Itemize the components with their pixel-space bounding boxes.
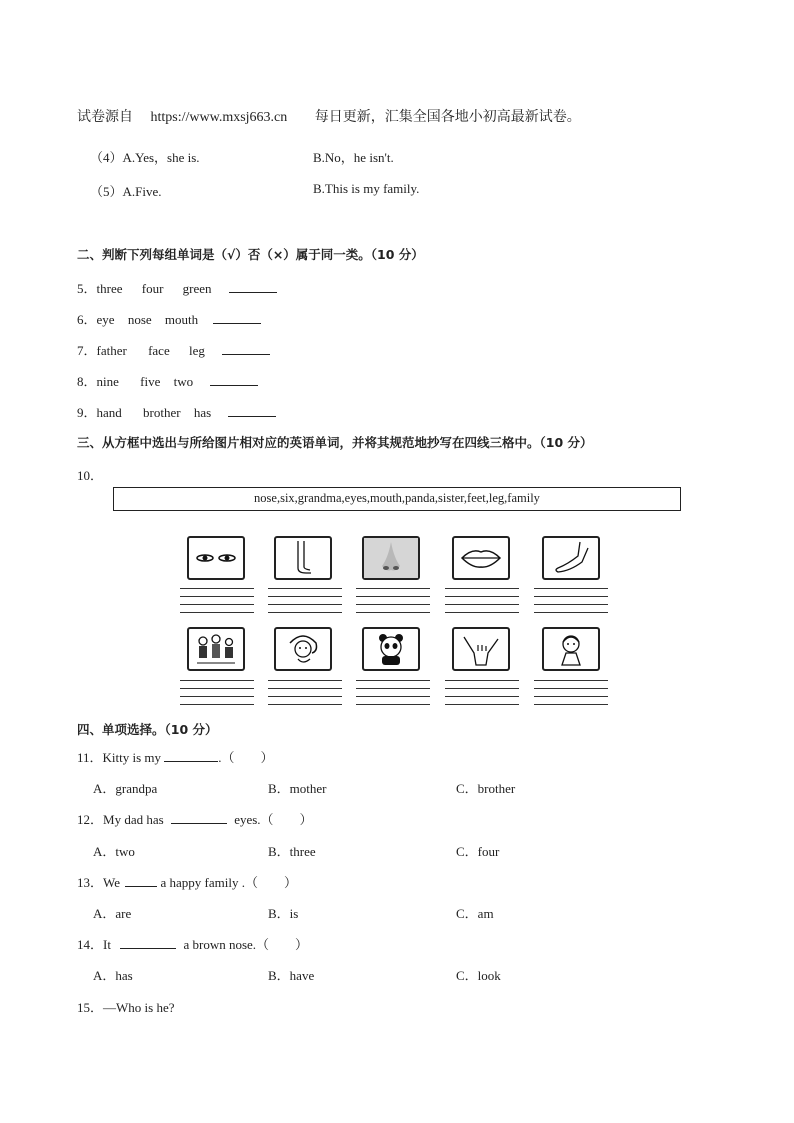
- q13-option-a[interactable]: A．are: [93, 906, 132, 921]
- option-5b: B.This is my family.: [313, 181, 420, 196]
- question-11: 11．Kitty is my .（ ）: [77, 750, 274, 765]
- question-12: 12．My dad has eyes.（ ）: [77, 812, 313, 827]
- q12-option-a[interactable]: A．two: [93, 844, 135, 859]
- mouth-picture: [452, 536, 510, 580]
- writing-lines[interactable]: [356, 680, 430, 706]
- sister-picture: [542, 627, 600, 671]
- item-6: 6．eye nose mouth: [77, 309, 261, 328]
- question-14: 14．It a brown nose.（ ）: [77, 937, 309, 952]
- answer-blank[interactable]: [120, 936, 176, 949]
- feet-picture: [542, 536, 600, 580]
- word-bank-box: nose,six,grandma,eyes,mouth,panda,sister,feet,leg,family: [113, 487, 681, 511]
- writing-lines[interactable]: [534, 680, 608, 706]
- question-15: 15．—Who is he?: [77, 1000, 175, 1015]
- panda-picture: [362, 627, 420, 671]
- option-5a: （5）A.Five.: [90, 184, 162, 199]
- option-4a: （4）A.Yes，she is.: [90, 150, 200, 165]
- answer-blank[interactable]: [125, 874, 157, 887]
- item-8: 8．nine five two: [77, 371, 258, 390]
- section4-title: 四、单项选择。（10 分）: [77, 722, 218, 737]
- writing-lines[interactable]: [268, 588, 342, 614]
- writing-lines[interactable]: [180, 588, 254, 614]
- q12-option-b[interactable]: B．three: [268, 844, 316, 859]
- item-5: 5．three four green: [77, 278, 277, 297]
- question-13: 13．We a happy family .（ ）: [77, 875, 297, 890]
- leg-picture: [274, 536, 332, 580]
- option-4b: B.No，he isn't.: [313, 150, 394, 165]
- q14-option-a[interactable]: A．has: [93, 968, 133, 983]
- section3-title: 三、从方框中选出与所给图片相对应的英语单词，并将其规范地抄写在四线三格中。（10 分）: [77, 435, 593, 450]
- q11-option-a[interactable]: A．grandpa: [93, 781, 158, 796]
- q14-option-c[interactable]: C．look: [456, 968, 501, 983]
- q11-option-b[interactable]: B．mother: [268, 781, 327, 796]
- grandma-picture: [274, 627, 332, 671]
- question-10-number: 10．: [77, 468, 104, 483]
- writing-lines[interactable]: [268, 680, 342, 706]
- q12-option-c[interactable]: C．four: [456, 844, 500, 859]
- answer-blank[interactable]: [229, 280, 277, 293]
- q13-option-c[interactable]: C．am: [456, 906, 494, 921]
- six-hand-picture: [452, 627, 510, 671]
- writing-lines[interactable]: [445, 680, 519, 706]
- writing-lines[interactable]: [534, 588, 608, 614]
- header-slogan: 每日更新，汇集全国各地小初高最新试卷。: [314, 110, 581, 125]
- item-9: 9．hand brother has: [77, 402, 276, 421]
- writing-lines[interactable]: [356, 588, 430, 614]
- item-7: 7．father face leg: [77, 340, 270, 359]
- answer-blank[interactable]: [213, 311, 261, 324]
- section2-title: 二、判断下列每组单词是（√）否（×）属于同一类。（10 分）: [77, 247, 424, 262]
- answer-blank[interactable]: [171, 811, 227, 824]
- eyes-picture: [187, 536, 245, 580]
- source-url[interactable]: https://www.mxsj663.cn: [150, 110, 288, 125]
- header-line: [77, 106, 581, 126]
- q11-option-c[interactable]: C．brother: [456, 781, 516, 796]
- answer-blank[interactable]: [228, 404, 276, 417]
- q14-option-b[interactable]: B．have: [268, 968, 315, 983]
- answer-blank[interactable]: [164, 749, 218, 762]
- q13-option-b[interactable]: B．is: [268, 906, 299, 921]
- family-picture: [187, 627, 245, 671]
- answer-blank[interactable]: [210, 373, 258, 386]
- source-label: 试卷源自: [77, 110, 133, 125]
- writing-lines[interactable]: [445, 588, 519, 614]
- nose-picture: [362, 536, 420, 580]
- answer-blank[interactable]: [222, 342, 270, 355]
- writing-lines[interactable]: [180, 680, 254, 706]
